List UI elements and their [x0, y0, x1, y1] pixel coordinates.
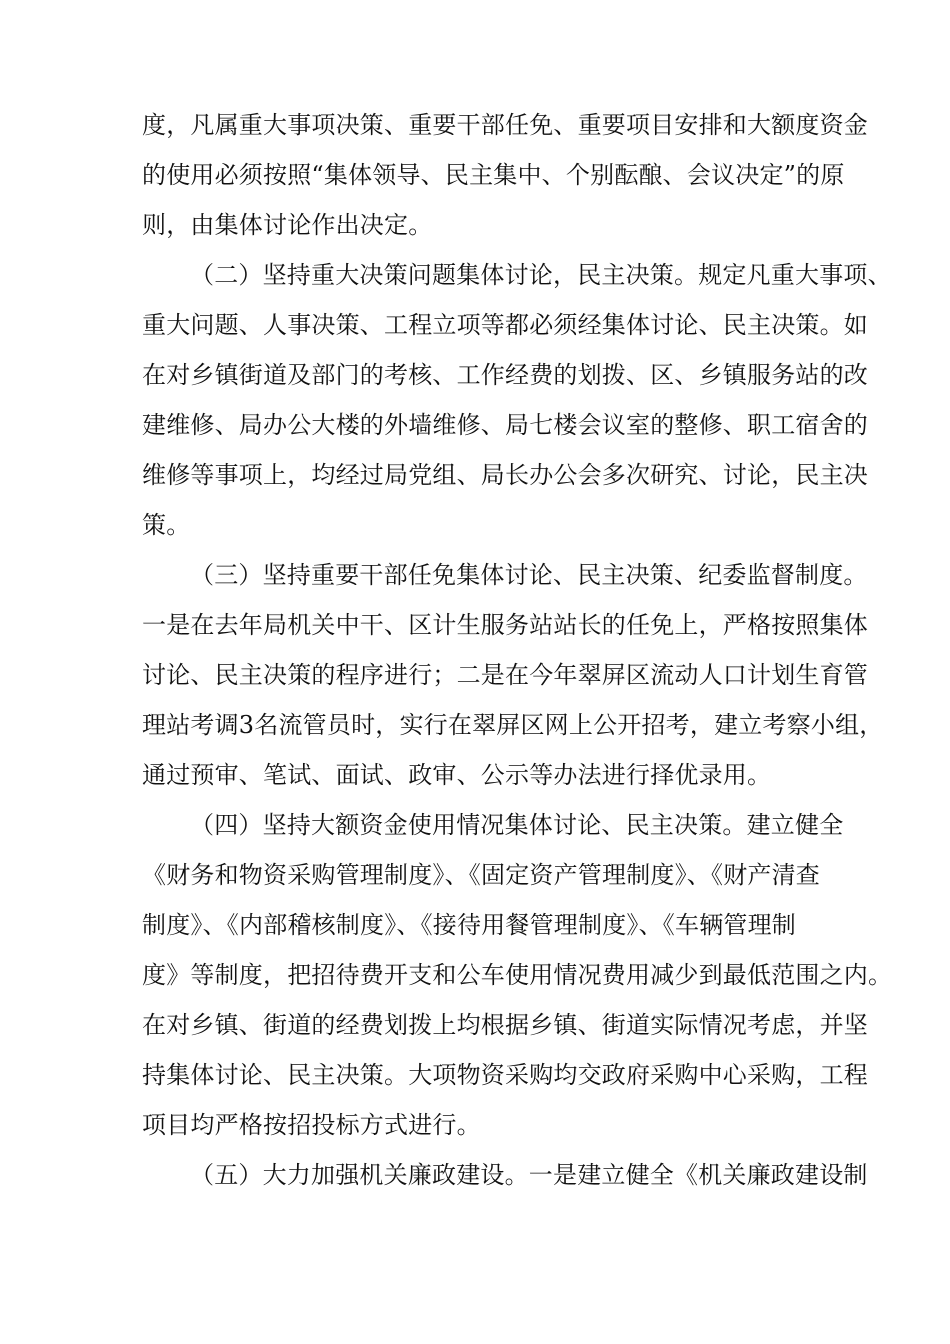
section-heading-line: （二）坚持重大决策问题集体讨论，民主决策。规定凡重大事项、 — [190, 261, 892, 289]
body-line: 度》等制度，把招待费开支和公车使用情况费用减少到最低范围之内。 — [142, 961, 893, 989]
body-line: 《财务和物资采购管理制度》、《固定资产管理制度》、《财产清查 — [142, 861, 820, 889]
section-heading-line: （四）坚持大额资金使用情况集体讨论、民主决策。建立健全 — [190, 811, 844, 839]
body-line: 则，由集体讨论作出决定。 — [142, 211, 433, 239]
body-line: 建维修、局办公大楼的外墙维修、局七楼会议室的整修、职工宿舍的 — [142, 411, 868, 439]
body-line: 项目均严格按招投标方式进行。 — [142, 1111, 481, 1139]
body-line: 维修等事项上，均经过局党组、局长办公会多次研究、讨论，民主决 — [142, 461, 868, 489]
body-line: 的使用必须按照“集体领导、民主集中、个别酝酿、会议决定”的原 — [142, 161, 845, 189]
body-line: 通过预审、笔试、面试、政审、公示等办法进行择优录用。 — [142, 761, 772, 789]
section-heading-line: （五）大力加强机关廉政建设。一是建立健全《机关廉政建设制 — [190, 1161, 868, 1189]
body-line: 理站考调3名流管员时，实行在翠屏区网上公开招考，建立考察小组， — [142, 711, 884, 739]
body-line: 度，凡属重大事项决策、重要干部任免、重要项目安排和大额度资金 — [142, 111, 868, 139]
body-line: 策。 — [142, 511, 191, 539]
body-line: 持集体讨论、民主决策。大项物资采购均交政府采购中心采购，工程 — [142, 1061, 868, 1089]
body-line: 讨论、民主决策的程序进行；二是在今年翠屏区流动人口计划生育管 — [142, 661, 868, 689]
body-line: 一是在去年局机关中干、区计生服务站站长的任免上，严格按照集体 — [142, 611, 868, 639]
body-line: 在对乡镇街道及部门的考核、工作经费的划拨、区、乡镇服务站的改 — [142, 361, 868, 389]
body-line: 在对乡镇、街道的经费划拨上均根据乡镇、街道实际情况考虑，并坚 — [142, 1011, 868, 1039]
body-line: 重大问题、人事决策、工程立项等都必须经集体讨论、民主决策。如 — [142, 311, 868, 339]
body-line: 制度》、《内部稽核制度》、《接待用餐管理制度》、《车辆管理制 — [142, 911, 796, 939]
section-heading-line: （三）坚持重要干部任免集体讨论、民主决策、纪委监督制度。 — [190, 561, 868, 589]
